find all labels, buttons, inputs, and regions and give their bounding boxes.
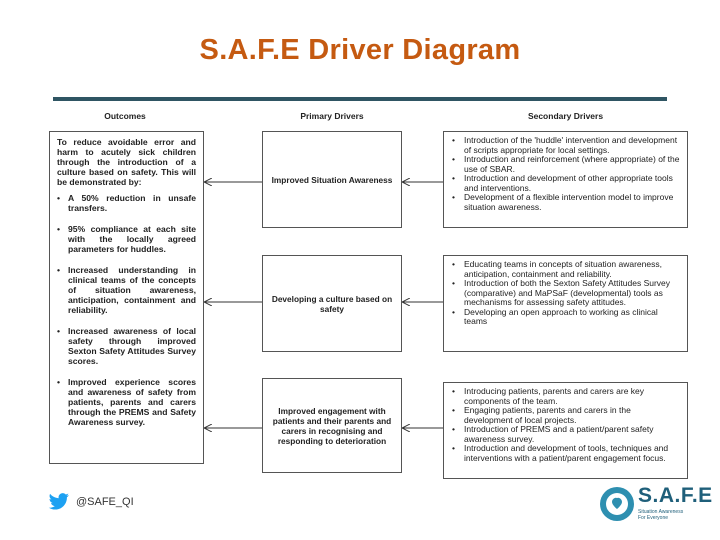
outcomes-list [57, 193, 196, 427]
header-secondary-drivers: Secondary Drivers [527, 111, 604, 121]
safe-logo [598, 482, 713, 526]
secondary-driver-item: • Introduction and development of tools, techniques and interventions with a patient/parent engagement focus. [450, 444, 681, 463]
secondary-driver-box [443, 131, 688, 228]
secondary-driver-item: • Introduction and development of other appropriate tools and interventions. [450, 174, 681, 193]
primary-driver-box [262, 378, 402, 473]
secondary-driver-item: • Development of a flexible intervention model to improve situation awareness. [450, 193, 681, 212]
page-title: S.A.F.E Driver Diagram [199, 34, 521, 66]
safe-logo-icon [598, 484, 636, 524]
outcome-item: • 95% compliance at each site with the locally agreed parameters for huddles. [57, 224, 196, 254]
secondary-driver-item: • Introduction of both the Sexton Safety Attitudes Survey (comparative) and MaPSaF (developmental) tools as mechanisms for assessing safety attitudes. [450, 279, 681, 308]
primary-driver-box [262, 131, 402, 228]
outcome-item: • Increased understanding in clinical teams of the concepts of situation awareness, anticipation, containment and reliability. [57, 265, 196, 315]
title-divider [53, 97, 667, 101]
header-primary-drivers: Primary Drivers [300, 111, 364, 121]
outcome-item: • Improved experience scores and awareness of safety from patients, parents and carers through the PREMS and Safety Awareness survey. [57, 377, 196, 427]
safe-logo-subtitle: Situation Awareness For Everyone [638, 509, 684, 521]
secondary-driver-item: • Introduction of PREMS and a patient/parent safety awareness survey. [450, 425, 681, 444]
outcomes-box [49, 131, 204, 464]
secondary-driver-item: • Introduction of the 'huddle' intervention and development of scripts appropriate for local settings. [450, 136, 681, 155]
primary-driver-label: Improved Situation Awareness [271, 174, 393, 185]
secondary-driver-list [450, 136, 681, 212]
secondary-driver-item: • Engaging patients, parents and carers in the development of local projects. [450, 406, 681, 425]
primary-driver-label: Developing a culture based on safety [271, 293, 393, 314]
secondary-driver-box [443, 382, 688, 479]
primary-driver-label: Improved engagement with patients and their parents and carers in recognising and responding to deterioration [272, 405, 392, 446]
secondary-driver-box [443, 255, 688, 352]
secondary-driver-list [450, 260, 681, 327]
secondary-driver-item: • Introduction and reinforcement (where appropriate) of the use of SBAR. [450, 155, 681, 174]
safe-logo-text: S.A.F.E [638, 484, 713, 507]
twitter-handle[interactable] [48, 493, 134, 511]
secondary-driver-item: • Educating teams in concepts of situation awareness, anticipation, containment and reliability. [450, 260, 681, 279]
twitter-bird-icon [48, 493, 70, 511]
header-outcomes: Outcomes [104, 111, 146, 121]
primary-driver-box [262, 255, 402, 352]
secondary-driver-item: • Introducing patients, parents and carers are key components of the team. [450, 387, 681, 406]
outcome-item: • A 50% reduction in unsafe transfers. [57, 193, 196, 213]
twitter-handle-text: @SAFE_QI [76, 496, 134, 508]
outcome-item: • Increased awareness of local safety through improved Sexton Safety Attitudes Survey scores. [57, 326, 196, 366]
secondary-driver-item: • Developing an open approach to working as clinical teams [450, 308, 681, 327]
outcomes-intro: To reduce avoidable error and harm to acutely sick children through the introduction of a culture based on safety. This will be demonstrated by: [57, 137, 196, 187]
secondary-driver-list [450, 387, 681, 463]
